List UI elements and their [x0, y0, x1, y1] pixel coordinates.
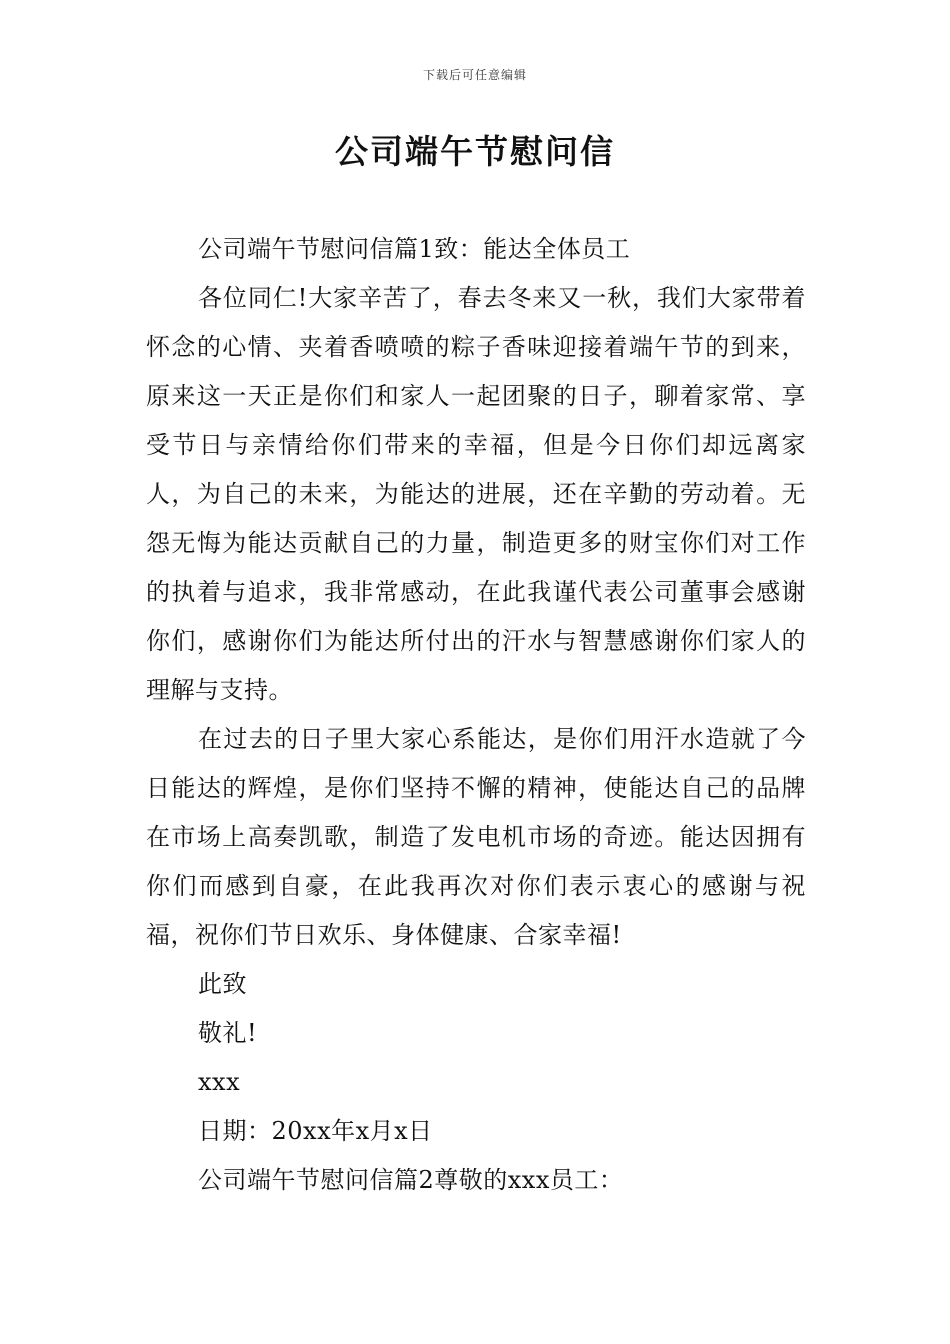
date-line: 日期：20xx年x月x日	[198, 1117, 433, 1145]
paragraph-1: 各位同仁!大家辛苦了，春去冬来又一秋，我们大家带着怀念的心情、夹着香喷喷的粽子香味迎接着端午节的到来，原来这一天正是你们和家人一起团聚的日子，聊着家常、享受节日与亲情给你们带来的幸福，但是今日你们却远离家人，为自己的未来，为能达的进展，还在辛勤的劳动着。无怨无悔为能达贡献自己的力量，制造更多的财宝你们对工作的执着与追求，我非常感动，在此我谨代表公司董事会感谢你们，感谢你们为能达所付出的汗水与智慧感谢你们家人的理解与支持。	[146, 284, 806, 704]
document-body	[146, 225, 806, 1205]
opening-line: 公司端午节慰问信篇1致：能达全体员工	[198, 235, 631, 263]
signature: xxx	[198, 1068, 241, 1096]
document-title: 公司端午节慰问信	[335, 132, 615, 171]
paragraph-2: 在过去的日子里大家心系能达，是你们用汗水造就了今日能达的辉煌，是你们坚持不懈的精神，使能达自己的品牌在市场上高奏凯歌，制造了发电机市场的奇迹。能达因拥有你们而感到自豪，在此我再次对你们表示衷心的感谢与祝福，祝你们节日欢乐、身体健康、合家幸福!	[146, 725, 806, 949]
closing-line-2: 敬礼!	[198, 1019, 258, 1047]
closing-line-1: 此致	[198, 970, 247, 998]
header-note: 下载后可任意编辑	[422, 68, 527, 82]
next-section-heading: 公司端午节慰问信篇2尊敬的xxx员工：	[198, 1166, 624, 1194]
